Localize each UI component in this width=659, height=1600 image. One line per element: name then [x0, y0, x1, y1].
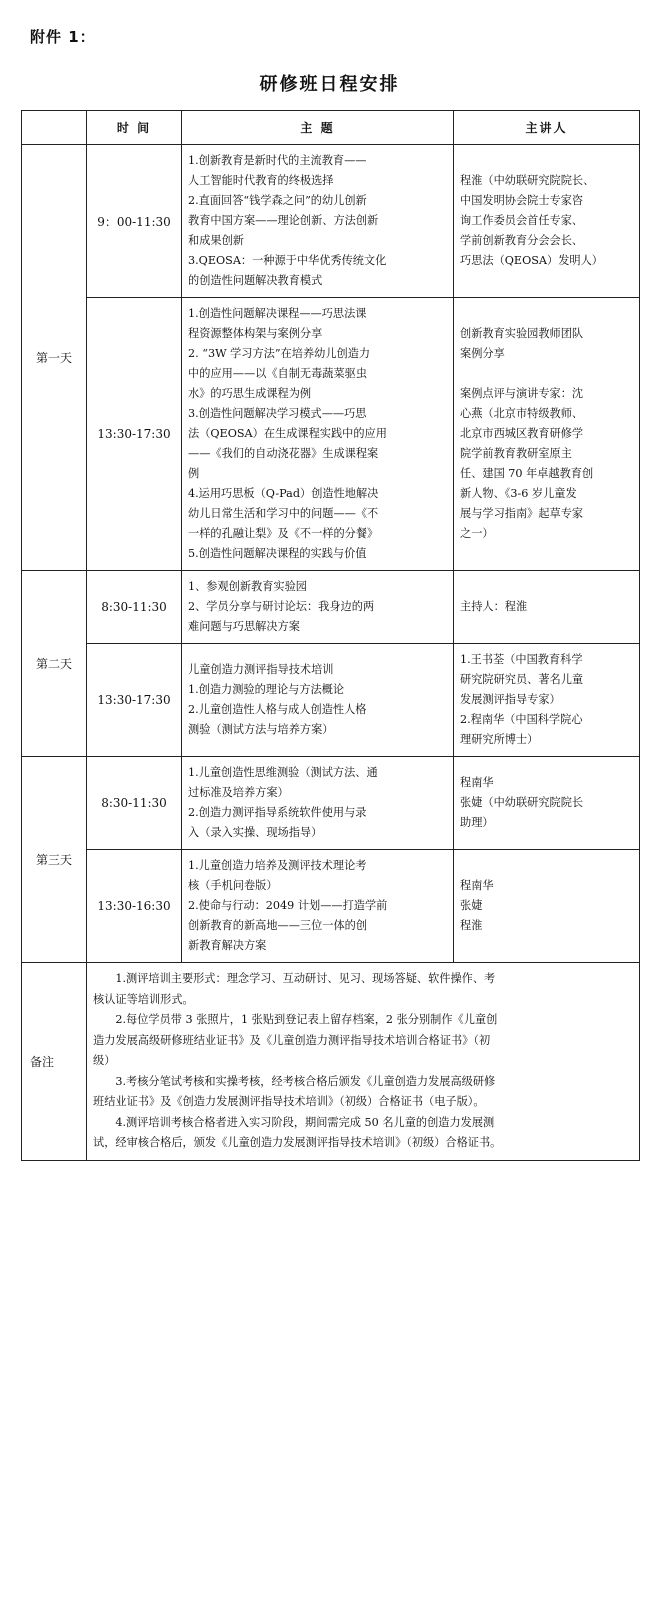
speaker-line: 程淮: [460, 919, 483, 932]
speaker-line: 发展测评指导专家）: [460, 693, 561, 706]
speaker-line: 1.王书荃（中国教育科学: [460, 653, 583, 666]
topic-line: 例: [188, 467, 200, 480]
topic-line: 2.直面回答“钱学森之问”的幼儿创新: [188, 194, 367, 207]
topic-line: 2.创造力测评指导系统软件使用与录: [188, 806, 367, 819]
speaker-line: 学前创新教育分会会长、: [460, 234, 584, 247]
note-line: 2.每位学员带 3 张照片，1 张贴到登记表上留存档案，2 张分别制作《儿童创: [93, 1013, 498, 1026]
notes-label: 备注: [22, 963, 87, 1161]
note-line: 班结业证书》及《创造力发展测评指导技术培训》（初级）合格证书（电子版）。: [93, 1095, 485, 1108]
topic-line: 1.创新教育是新时代的主流教育——: [188, 154, 367, 167]
topic-line: 新教育解决方案: [188, 939, 267, 952]
speaker-cell: [454, 644, 640, 757]
topic-line: 测验（测试方法与培养方案）: [188, 723, 334, 736]
topic-line: 2.使命与行动：2049 计划——打造学前: [188, 899, 388, 912]
time-cell: 9：00-11:30: [87, 145, 182, 298]
topic-line: 法（QEOSA）在生成课程实践中的应用: [188, 427, 387, 440]
topic-line: 入（录入实操、现场指导）: [188, 826, 323, 839]
topic-line: 1、参观创新教育实验园: [188, 580, 307, 593]
topic-line: 2、学员分享与研讨论坛：我身边的两: [188, 600, 375, 613]
speaker-line: 中国发明协会院士专家咨: [460, 194, 584, 207]
speaker-line: 创新教育实验园教师团队: [460, 327, 584, 340]
time-cell: 8:30-11:30: [87, 571, 182, 644]
speaker-line: 任、建国 70 年卓越教育创: [460, 467, 594, 480]
speaker-line: 心燕（北京市特级教师、: [460, 407, 584, 420]
note-line: 级）: [93, 1054, 116, 1067]
page-title: 研修班日程安排: [259, 74, 400, 95]
note-line: 1.测评培训主要形式：理念学习、互动研讨、见习、现场答疑、软件操作、考: [93, 972, 496, 985]
table-row: [22, 757, 640, 850]
speaker-cell: [454, 145, 640, 298]
header-topic: 主 题: [182, 111, 454, 145]
topic-line: 教育中国方案——理论创新、方法创新: [188, 214, 379, 227]
speaker-cell: [454, 571, 640, 644]
day-label: 第三天: [22, 757, 87, 963]
topic-line: 难问题与巧思解决方案: [188, 620, 300, 633]
topic-line: 中的应用——以《自制无毒蔬菜驱虫: [188, 367, 368, 380]
speaker-line: 张婕（中幼联研究院院长: [460, 796, 584, 809]
time-cell: 13:30-17:30: [87, 644, 182, 757]
topic-line: 人工智能时代教育的终极选择: [188, 174, 334, 187]
header-speaker: 主讲人: [454, 111, 640, 145]
topic-line: 3.QEOSA：一种源于中华优秀传统文化: [188, 254, 387, 267]
speaker-cell: [454, 298, 640, 571]
topic-line: 儿童创造力测评指导技术培训: [188, 663, 334, 676]
speaker-line: 助理）: [460, 816, 494, 829]
time-cell: 13:30-17:30: [87, 298, 182, 571]
topic-line: 1.儿童创造性思维测验（测试方法、通: [188, 766, 378, 779]
speaker-line: 研究院研究员、著名儿童: [460, 673, 584, 686]
speaker-line: 程南华: [460, 776, 494, 789]
header-day: [22, 111, 87, 145]
topic-line: 2.儿童创造性人格与成人创造性人格: [188, 703, 367, 716]
speaker-line: 展与学习指南》起草专家: [460, 507, 584, 520]
topic-line: 和成果创新: [188, 234, 244, 247]
topic-line: 5.创造性问题解决课程的实践与价值: [188, 547, 367, 560]
day-label: 第二天: [22, 571, 87, 757]
speaker-line: 院学前教育教研室原主: [460, 447, 572, 460]
speaker-cell: [454, 757, 640, 850]
attachment-label: 附件 1：: [30, 28, 96, 46]
topic-line: 2. “3W 学习方法”在培养幼儿创造力: [188, 347, 371, 360]
speaker-line: 案例点评与演讲专家：沈: [460, 387, 584, 400]
header-row: [22, 111, 640, 145]
day-label: 第一天: [22, 145, 87, 571]
topic-line: 的创造性问题解决教育模式: [188, 274, 323, 287]
topic-line: 幼儿日常生活和学习中的问题——《不: [188, 507, 379, 520]
topic-line: 3.创造性问题解决学习模式——巧思: [188, 407, 367, 420]
topic-cell: [182, 145, 454, 298]
speaker-line: 程淮（中幼联研究院院长、: [460, 174, 595, 187]
notes-cell: [87, 963, 640, 1161]
topic-line: 过标准及培养方案）: [188, 786, 289, 799]
speaker-cell: [454, 850, 640, 963]
topic-line: 1.儿童创造力培养及测评技术理论考: [188, 859, 367, 872]
speaker-line: 主持人：程淮: [460, 600, 528, 613]
note-line: 造力发展高级研修班结业证书》及《儿童创造力测评指导技术培训合格证书》（初: [93, 1033, 491, 1047]
note-line: 3.考核分笔试考核和实操考核，经考核合格后颁发《儿童创造力发展高级研修: [93, 1074, 496, 1088]
table-row: [22, 571, 640, 644]
topic-line: 创新教育的新高地——三位一体的创: [188, 919, 368, 932]
note-line: 核认证等培训形式。: [93, 992, 194, 1006]
note-line: 4.测评培训考核合格者进入实习阶段，期间需完成 50 名儿童的创造力发展测: [93, 1115, 495, 1129]
topic-line: 水》的巧思生成课程为例: [188, 387, 312, 400]
topic-line: 一样的孔融让梨》及《不一样的分餐》: [188, 527, 379, 540]
speaker-line: 之一）: [460, 527, 494, 540]
speaker-line: 案例分享: [460, 347, 505, 360]
speaker-line: 程南华: [460, 879, 494, 892]
time-cell: 13:30-16:30: [87, 850, 182, 963]
topic-cell: [182, 850, 454, 963]
spacer: [460, 364, 633, 384]
table-row: [22, 145, 640, 298]
note-line: 试，经审核合格后，颁发《儿童创造力发展测评指导技术培训》（初级）合格证书。: [93, 1136, 502, 1149]
topic-line: 4.运用巧思板（Q-Pad）创造性地解决: [188, 487, 379, 500]
header-time: 时 间: [87, 111, 182, 145]
speaker-line: 新人物、《3-6 岁儿童发: [460, 487, 577, 500]
time-cell: 8:30-11:30: [87, 757, 182, 850]
speaker-line: 询工作委员会首任专家、: [460, 214, 584, 227]
schedule-table: [21, 110, 640, 1161]
topic-cell: [182, 757, 454, 850]
topic-line: 1.创造性问题解决课程——巧思法课: [188, 307, 367, 320]
speaker-line: 理研究所博士）: [460, 733, 539, 746]
speaker-line: 2.程南华（中国科学院心: [460, 713, 583, 726]
topic-line: 核（手机问卷版）: [188, 879, 278, 892]
topic-cell: [182, 644, 454, 757]
table-row: [22, 644, 640, 757]
speaker-line: 巧思法（QEOSA）发明人）: [460, 254, 603, 267]
topic-cell: [182, 571, 454, 644]
topic-cell: [182, 298, 454, 571]
speaker-line: 张婕: [460, 899, 483, 912]
topic-line: 1.创造力测验的理论与方法概论: [188, 683, 345, 696]
table-row: [22, 298, 640, 571]
topic-line: 程资源整体构架与案例分享: [188, 327, 323, 340]
table-row: [22, 850, 640, 963]
topic-line: ——《我们的自动浇花器》生成课程案: [188, 447, 379, 460]
speaker-line: 北京市西城区教育研修学: [460, 427, 584, 440]
notes-row: [22, 963, 640, 1161]
